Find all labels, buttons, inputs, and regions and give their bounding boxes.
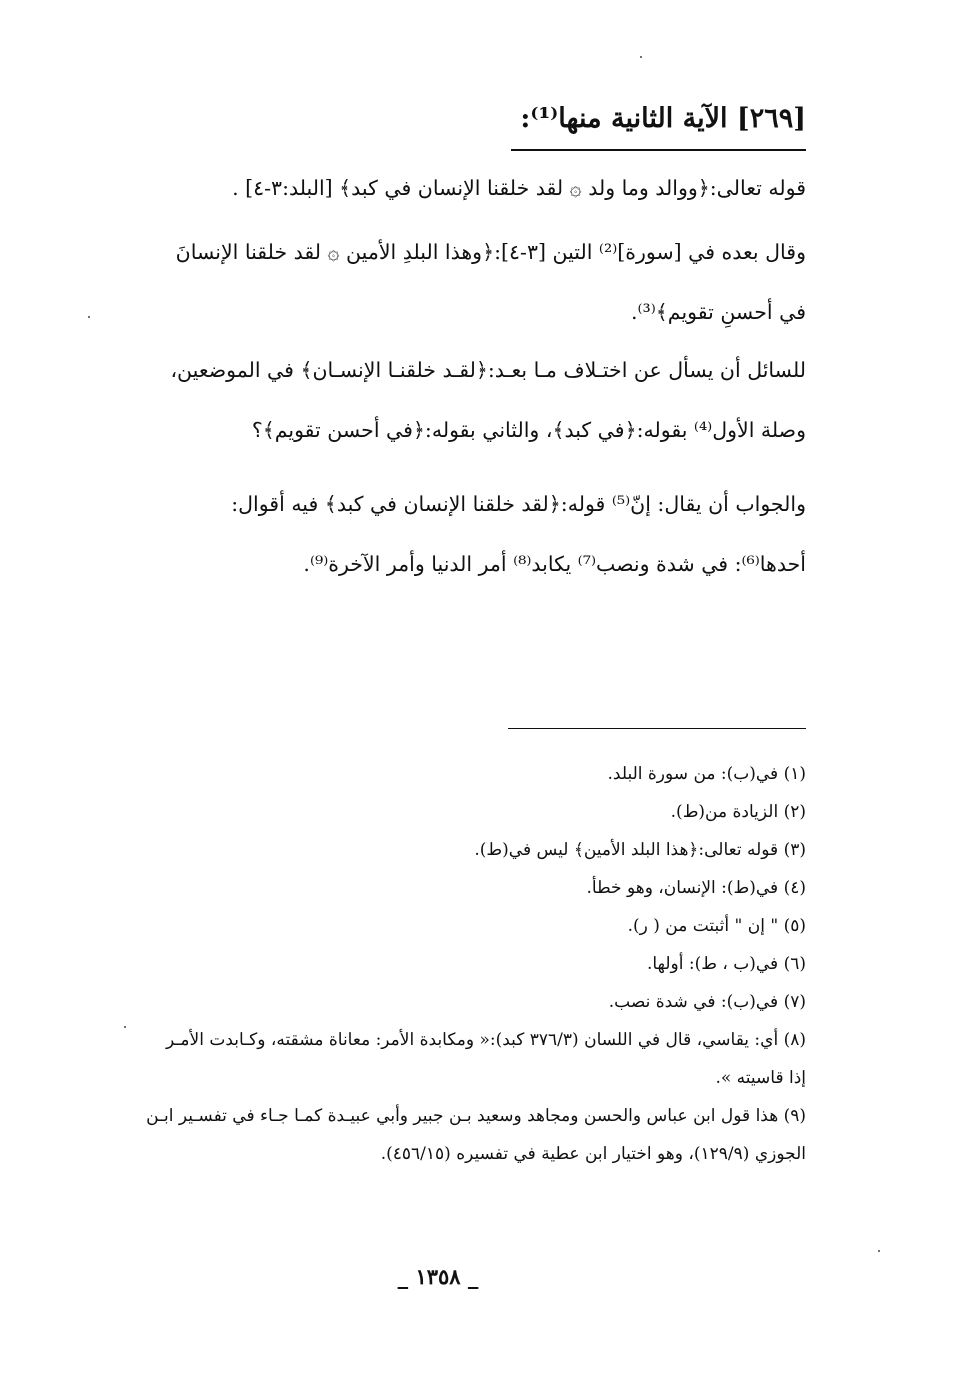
footnote-line: (٧) في(ب): في شدة نصب. [608,992,806,1012]
footnote-separator [508,728,806,729]
text-line: في أحسنِ تقويم﴾⁽³⁾. [630,300,806,324]
heading-underline [511,149,806,151]
verse-paragraph-2 [126,222,806,342]
footnote-line: (٦) في(ب ، ط): أولها. [646,954,806,974]
footnote-line: (٨) أي: يقاسي، قال في اللسان (٣٧٦/٣ كبد):« ومكابدة الأمر: معاناة مشقته، وكـابدت الأمـر [166,1030,806,1050]
scan-speck [88,316,90,318]
text-line: للسائل أن يسأل عن اختـلاف مـا بعـد:﴿لقـد خلقنـا الإنسـان﴾ في الموضعين، [170,358,806,382]
footnote-line: (٣) قوله تعالى:﴿هذا البلد الأمين﴾ ليس في(ط). [474,840,806,860]
footnote-line: (٥) " إن " أثبتت من ( ر). [627,916,806,936]
scan-speck [124,1026,126,1028]
footnote-line: (٢) الزيادة من(ط). [670,802,806,822]
footnote-line: (٤) في(ط): الإنسان، وهو خطأ. [586,878,806,898]
scan-speck [640,56,642,58]
footnote-line: الجوزي (١٢٩/٩)، وهو اختيار ابن عطية في تفسيره (٤٥٦/١٥). [380,1144,806,1164]
text-line: والجواب أن يقال: إنّ⁽⁵⁾ قوله:﴿لقد خلقنا الإنسان في كبد﴾ فيه أقوال: [231,492,806,516]
verse-paragraph-1 [126,158,806,218]
question-paragraph [126,340,806,460]
scan-speck [878,1250,880,1252]
text-line: قوله تعالى:﴿ووالد وما ولد ۞ لقد خلقنا الإنسان في كبد﴾ [البلد:٣-٤] . [232,176,806,200]
text-line: أحدها⁽⁶⁾: في شدة ونصب⁽⁷⁾ يكابد⁽⁸⁾ أمر الدنيا وأمر الآخرة⁽⁹⁾. [303,552,806,576]
footnote-line: (٩) هذا قول ابن عباس والحسن ومجاهد وسعيد بـن جبير وأبي عبيـدة كمـا جـاء في تفسـير ابـن [146,1106,806,1126]
answer-paragraph [126,474,806,594]
footnote-line: (١) في(ب): من سورة البلد. [607,764,806,784]
footnote-line: إذا قاسيته ». [715,1068,806,1088]
page-number: _ ١٣٥٨ _ [397,1264,479,1289]
footnotes [71,755,806,1173]
text-line: وصلة الأول⁽⁴⁾ بقوله:﴿في كبد﴾، والثاني بقوله:﴿في أحسن تقويم﴾؟ [251,418,806,442]
text-line: وقال بعده في [سورة]⁽²⁾ التين [٣-٤]:﴿وهذا البلدِ الأمين ۞ لقد خلقنا الإنسانَ [175,240,806,264]
section-heading: [٢٦٩] الآية الثانية منها⁽¹⁾: [520,103,806,134]
